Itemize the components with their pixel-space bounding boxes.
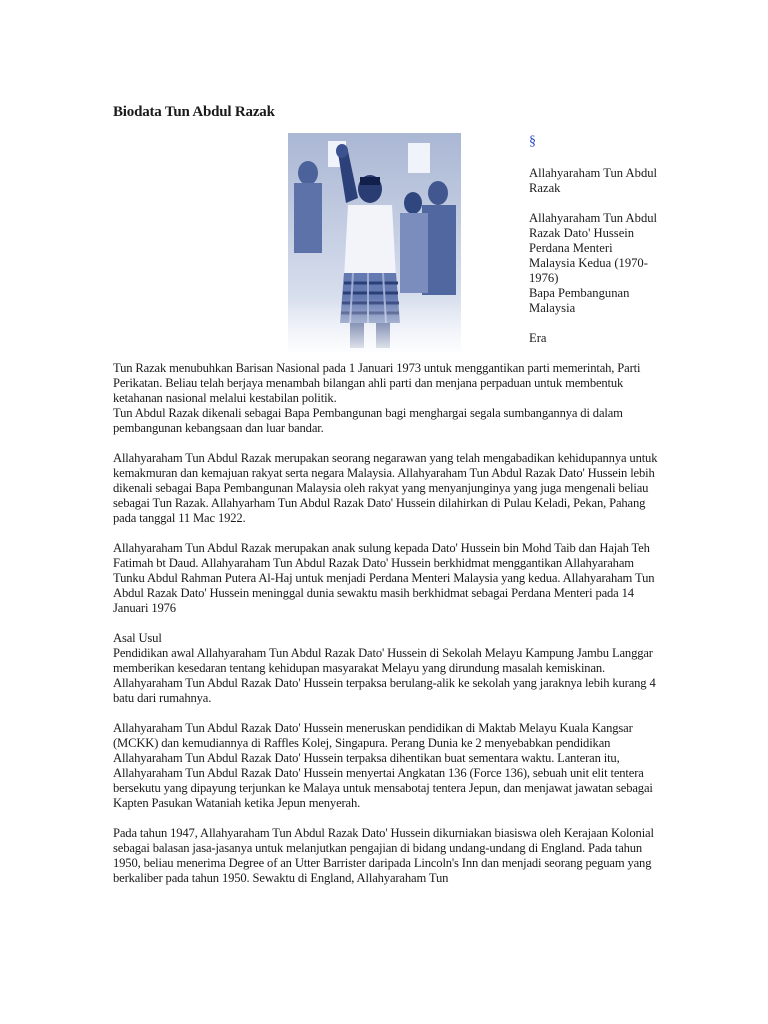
sidebar-full-name: Allahyaraham Tun Abdul Razak Dato' Hussein	[529, 211, 658, 240]
sidebar-info	[529, 166, 661, 346]
sidebar-era-label: Era	[529, 331, 547, 345]
paragraph-england: Pada tahun 1947, Allahyaraham Tun Abdul Razak Dato' Hussein dikurniakan biasiswa oleh Kerajaan Kolonial sebagai balasan jasa-jasanya untuk melanjutkan pengajian di bidang undang-undang di England. Pada tahun 1950, beliau menerima Degree of an Utter Barrister daripada Lincoln's Inn dan menjadi seorang peguam yang berkaliber pada tahun 1950. Sewaktu di England, Allahyaraham Tun	[113, 826, 654, 885]
section-link[interactable]: §	[529, 134, 536, 149]
portrait-photo	[288, 133, 461, 352]
paragraph-bapa-pembangunan: Tun Abdul Razak dikenali sebagai Bapa Pembangunan bagi menghargai segala sumbangannya di dalam pembangunan kebangsaan dan luar bandar.	[113, 406, 623, 435]
paragraph-negarawan: Allahyaraham Tun Abdul Razak merupakan seorang negarawan yang telah mengabadikan kehidupannya untuk kemakmuran dan kemajuan rakyat serta negara Malaysia. Allahyaraham Tun Abdul Razak Dato' Hussein lebih dikenali sebagai Bapa Pembangunan Malaysia oleh rakyat yang menyanjunginya yang juga mengenali beliau sebagai Tun Razak. Allahyarham Tun Abdul Razak Dato' Hussein dilahirkan di Pulau Keladi, Pekan, Pahang pada tanggal 11 Mac 1922.	[113, 451, 658, 525]
sidebar-honorific: Bapa Pembangunan Malaysia	[529, 286, 630, 315]
article-body	[113, 361, 661, 901]
portrait-photo-image	[288, 133, 461, 352]
sidebar-role: Perdana Menteri Malaysia Kedua (1970-1976)	[529, 241, 648, 285]
heading-asal-usul: Asal Usul	[113, 631, 162, 645]
document-title: Biodata Tun Abdul Razak	[113, 104, 275, 120]
paragraph-keluarga: Allahyaraham Tun Abdul Razak merupakan anak sulung kepada Dato' Hussein bin Mohd Taib dan Hajah Teh Fatimah bt Daud. Allahyaraham Tun Abdul Razak Dato' Hussein berkhidmat menggantikan Allahyaraham Tunku Abdul Rahman Putera Al-Haj untuk menjadi Perdana Menteri Malaysia yang kedua. Allahyaraham Tun Abdul Razak Dato' Hussein meninggal dunia sewaktu masih berkhidmat sebagai Perdana Menteri pada 14 Januari 1976	[113, 541, 655, 615]
paragraph-pendidikan-awal: Pendidikan awal Allahyaraham Tun Abdul Razak Dato' Hussein di Sekolah Melayu Kampung Jambu Langgar memberikan kesedaran tentang kehidupan masyarakat Melayu yang dirundung masalah kemiskinan. Allahyaraham Tun Abdul Razak Dato' Hussein terpaksa berulang-alik ke sekolah yang jaraknya lebih kurang 4 batu dari rumahnya.	[113, 646, 656, 705]
paragraph-barisan-nasional: Tun Razak menubuhkan Barisan Nasional pada 1 Januari 1973 untuk menggantikan parti memerintah, Parti Perikatan. Beliau telah berjaya menambah bilangan ahli parti dan menjana perpaduan untuk membentuk ketahanan nasional melalui kestabilan politik.	[113, 361, 641, 405]
paragraph-mckk: Allahyaraham Tun Abdul Razak Dato' Hussein meneruskan pendidikan di Maktab Melayu Kuala Kangsar (MCKK) dan kemudiannya di Raffles Kolej, Singapura. Perang Dunia ke 2 menyebabkan pendidikan Allahyaraham Tun Abdul Razak Dato' Hussein terpaksa dihentikan buat sementara waktu. Lanteran itu, Allahyaraham Tun Abdul Razak Dato' Hussein menyertai Angkatan 136 (Force 136), sebuah unit elit tentera bersekutu yang dipayung terjunkan ke Malaya untuk mensabotaj tentera Jepun, dan menjawat jawatan sebagai Kapten Pasukan Wataniah ketika Jepun menyerah.	[113, 721, 653, 810]
sidebar-heading: Allahyaraham Tun Abdul Razak	[529, 166, 658, 195]
